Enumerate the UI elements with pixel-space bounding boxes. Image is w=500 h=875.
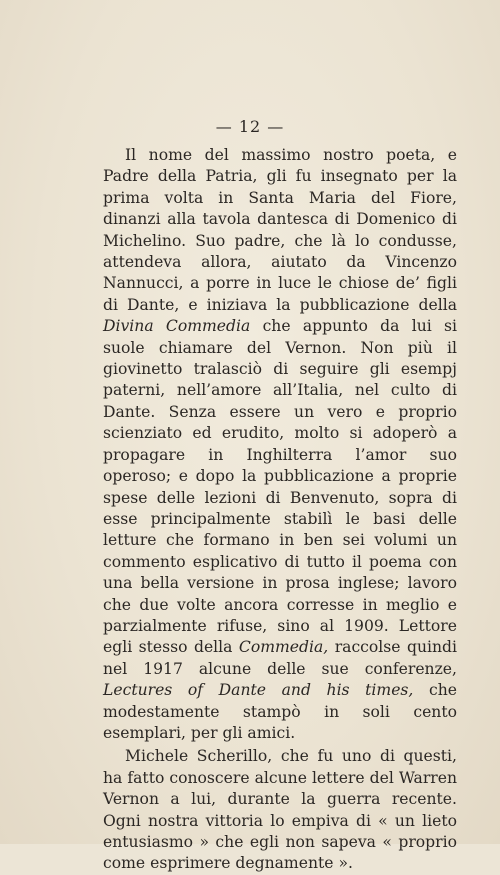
paragraph-2 xyxy=(103,746,457,874)
text-run: Il nome del massimo nostro poeta, e Padre della Patria, gli fu insegnato per la prima volta in Santa Maria del Fiore, dinanzi alla tavola dantesca di Domenico di Michelino. Suo padre, che là lo condusse, attendeva allora, aiutato da Vincenzo Nannucci, a porre in luce le chiose de’ figli di Dante, e iniziava la pubblicazione della xyxy=(103,146,457,314)
italic-title-commedia: Commedia, xyxy=(238,638,329,657)
page-number: — 12 — xyxy=(215,117,285,136)
paragraph-1 xyxy=(103,145,457,744)
text-run: che appunto da lui si suole chiamare del Vernon. Non più il giovinetto tralasciò di seguire gli esempj paterni, nell’amore all’Italia, nel culto di Dante. Senza essere un vero e proprio scienziato ed erudito, molto si adoperò a propagare in Inghilterra l’amor suo operoso; e dopo la pubblicazione a proprie spese delle lezioni di Benvenuto, sopra di esse principalmente stabilì le basi delle letture che formano in ben sei volumi un commento esplicativo di tutto il poema con una bella versione in prosa inglese; lavoro che due volte ancora corresse in meglio e parzialmente rifuse, sino al 1909. Lettore egli stesso della xyxy=(103,317,457,657)
italic-title-divina-commedia: Divina Commedia xyxy=(103,317,251,336)
text-run: che modestamente stampò in soli cento esemplari, per gli amici. xyxy=(103,681,457,742)
text-run: raccolse quindi nel 1917 alcune delle sue conferenze, xyxy=(103,638,457,678)
italic-title-lectures: Lectures of Dante and his times, xyxy=(103,681,414,700)
page-body xyxy=(103,145,457,875)
text-run: Michele Scherillo, che fu uno di questi, ha fatto conoscere alcune lettere del Warren Vernon a lui, durante la guerra recente. Ogni nostra vittoria lo empiva di « un lieto entusiasmo » che egli non sapeva « proprio come esprimere degnamente ». xyxy=(103,747,457,873)
